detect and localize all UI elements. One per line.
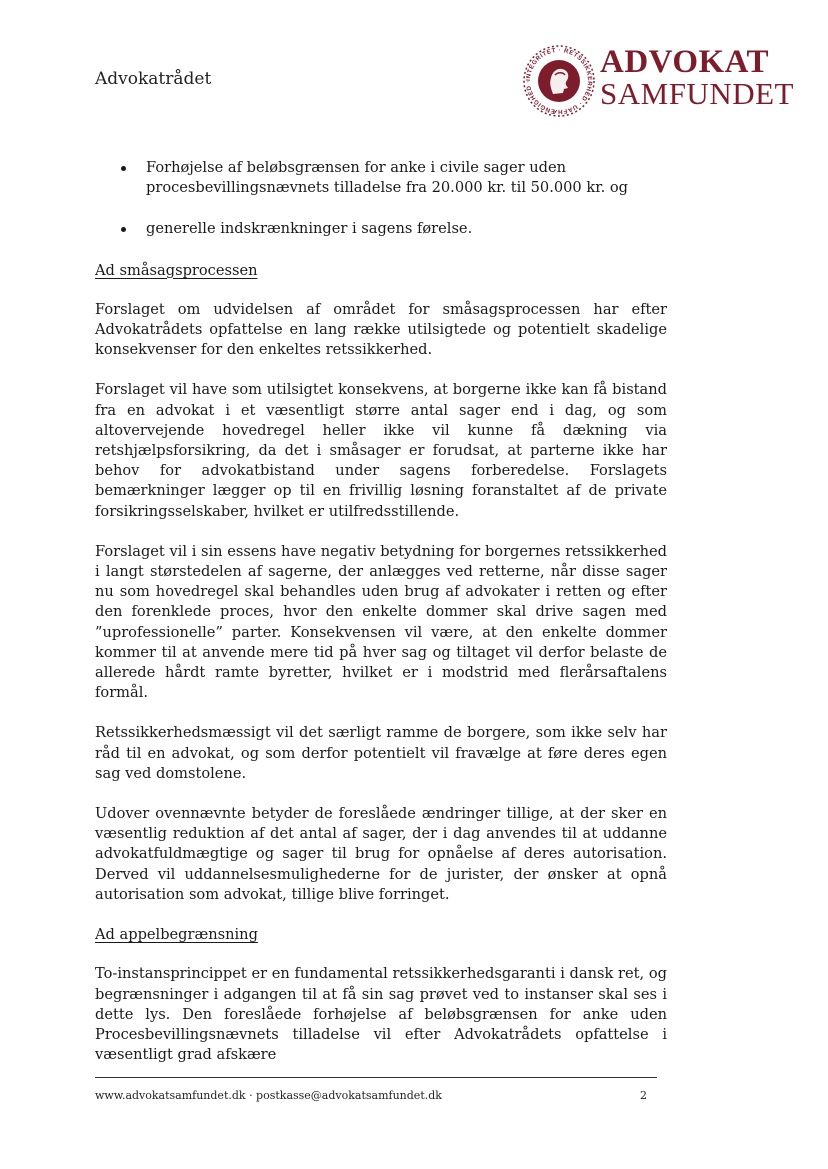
section-heading: Ad småsagsprocessen <box>95 261 258 279</box>
bullet-list <box>95 158 667 240</box>
organization-name: Advokatrådet <box>95 69 212 89</box>
section-heading: Ad appelbegrænsning <box>95 926 258 944</box>
document-body <box>95 158 667 1085</box>
paragraph: Forslaget vil have som utilsigtet konsekvens, at borgerne ikke kan få bistand fra en advokat i et væsentligt større antal sager end i dag, og som altovervejende hovedregel heller ikke vil kunne få dækning via retshjælpsforsikring, da det i småsager er forudsat, at parterne ikke har behov for advokatbistand under sagens forberedelse. Forslagets bemærkninger lægger op til en frivillig løsning foranstaltet af de private forsikringsselskaber, hvilket er utilfredsstillende. <box>95 381 667 520</box>
paragraph: Udover ovennævnte betyder de foreslåede ændringer tillige, at der sker en væsentlig reduktion af det antal af sager, der i dag anvendes til at uddanne advokatfuldmægtige og sager til brug for opnåelse af deres autorisation. Derved vil uddannelsesmulighederne for de jurister, der ønsker at opnå autorisation som advokat, tillige blive forringet. <box>95 805 667 903</box>
svg-text:INTEGRITET · RETSSIKKERHED · U: INTEGRITET · RETSSIKKERHED · UAFHÆNGIGHED · <box>524 46 594 116</box>
list-item: generelle indskrænkninger i sagens førelse. <box>95 219 667 239</box>
page-number: 2 <box>640 1089 647 1102</box>
footer-divider <box>95 1077 657 1078</box>
paragraph: Forslaget vil i sin essens have negativ betydning for borgernes retssikkerhed i langt størstedelen af sagerne, der anlægges ved retterne, når disse sager nu som hovedregel skal behandles uden brug af advokater i retten og efter den forenklede proces, hvor den enkelte dommer skal drive sagen med ”uprofessionelle” parter. Konsekvensen vil være, at den enkelte dommer kommer til at anvende mere tid på hver sag og tiltaget vil derfor belaste de allerede hårdt ramte byretter, hvilket er i modstrid med flerårsaftalens formål. <box>95 542 667 702</box>
list-item: Forhøjelse af beløbsgrænsen for anke i civile sager uden procesbevillingsnævnets tilladelse fra 20.000 kr. til 50.000 kr. og <box>95 158 667 198</box>
footer-contact: www.advokatsamfundet.dk · postkasse@advokatsamfundet.dk <box>95 1089 442 1102</box>
paragraph: To-instansprincippet er en fundamental retssikkerhedsgaranti i dansk ret, og begrænsninger i adgangen til at få sin sag prøvet ved to instanser skal ses i dette lys. Den foreslåede forhøjelse af beløbsgrænsen for anke uden Procesbevillingsnævnets tilladelse vil efter Advokatrådets opfattelse i væsentligt grad afskære <box>95 965 667 1064</box>
paragraph: Retssikkerhedsmæssigt vil det særligt ramme de borgere, som ikke selv har råd til en advokat, og som derfor potentielt vil fravælge at føre deres egen sag ved domstolene. <box>95 724 667 782</box>
paragraph: Forslaget om udvidelsen af området for småsagsprocessen har efter Advokatrådets opfattelse en lang række utilsigtede og potentielt skadelige konsekvenser for den enkeltes retssikkerhed. <box>95 300 667 359</box>
advokatsamfundet-logo <box>522 44 812 118</box>
logo-wordmark-line1: ADVOKAT <box>600 44 770 80</box>
seal-icon <box>522 44 596 118</box>
logo-wordmark-line2: SAMFUNDET <box>600 76 794 111</box>
